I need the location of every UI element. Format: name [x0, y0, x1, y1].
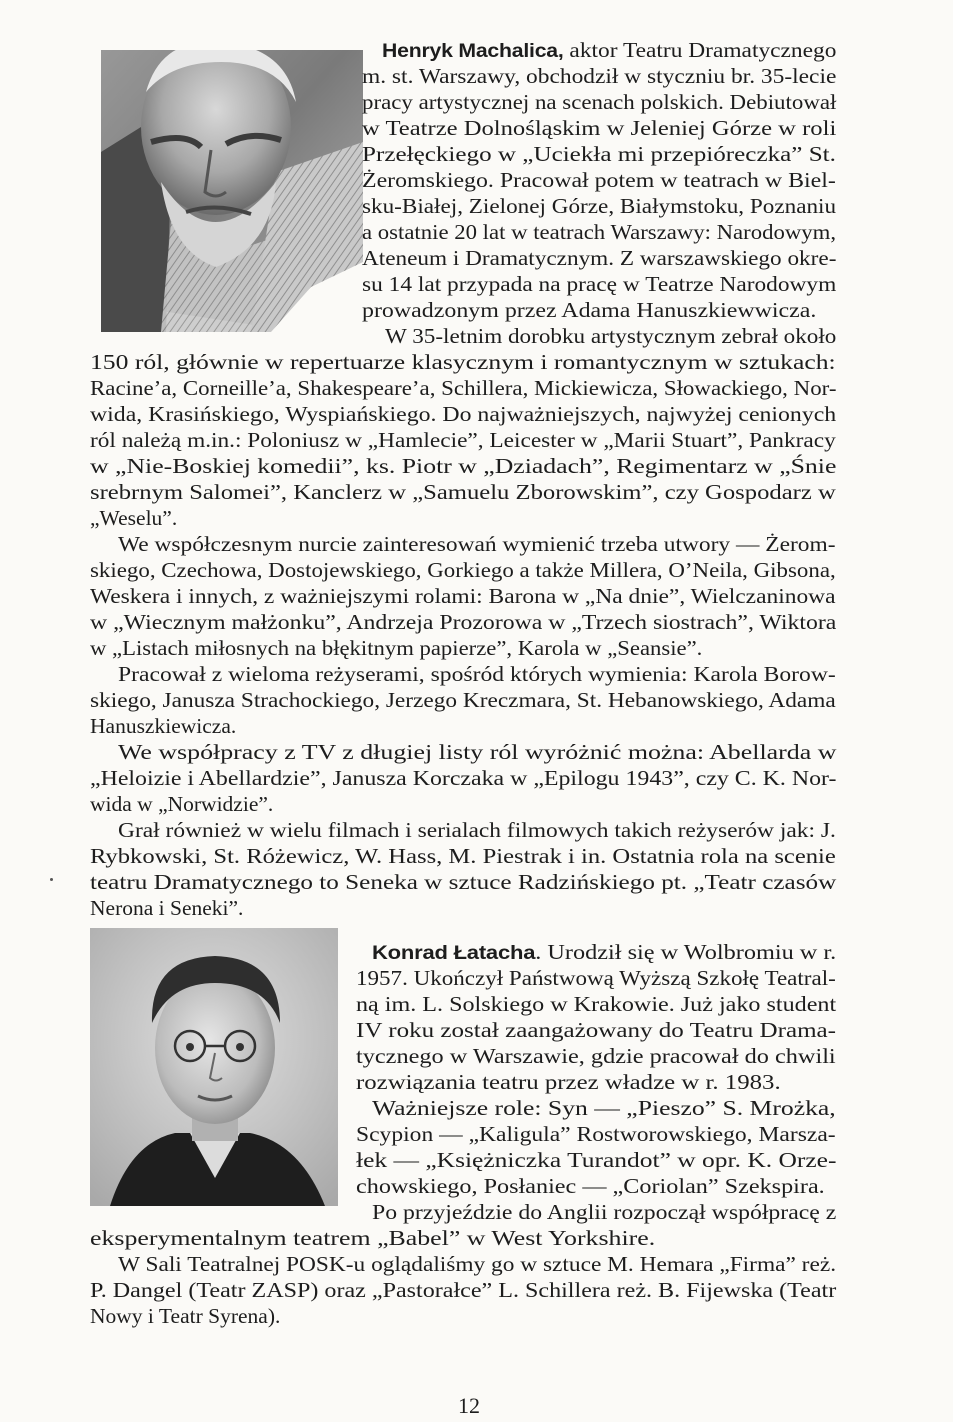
- machalica-text-line: 150 ról, głównie w repertuarze klasycznym i romantycznym w sztukach:: [90, 350, 836, 374]
- latacha-text-line: W Sali Teatralnej POSK-u oglądaliśmy go w sztuce M. Hemara „Firma” reż.: [118, 1252, 837, 1276]
- latacha-text-line: Po przyjeździe do Anglii rozpoczął współpracę z: [372, 1200, 837, 1224]
- machalica-text-line: W 35-letnim dorobku artystycznym zebrał około: [385, 324, 837, 348]
- machalica-text-line: w „Listach miłosnych na błękitnym papierze”, Karola w „Seansie”.: [90, 636, 703, 660]
- machalica-text-line: Przełęckiego w „Uciekła mi przepióreczka” St.: [362, 142, 836, 166]
- machalica-text-line: teatru Dramatycznego to Seneka w sztuce Radzińskiego pt. „Teatr czasów: [90, 870, 837, 894]
- latacha-text-line: IV roku został zaangażowany do Teatru Drama-: [356, 1018, 837, 1042]
- machalica-text-line: Żeromskiego. Pracował potem w teatrach w Biel-: [362, 168, 836, 192]
- machalica-text-line: srebrnym Salomei”, Kanclerz w „Samuelu Zborowskim”, czy Gospodarz w: [90, 480, 836, 504]
- machalica-text-line: Ateneum i Dramatycznym. Z warszawskiego okre-: [362, 246, 837, 270]
- latacha-text-line: ną im. L. Solskiego w Krakowie. Już jako student: [356, 992, 837, 1016]
- machalica-text-line: „Heloizie i Abellardzie”, Janusza Korczaka w „Epilogu 1943”, czy C. K. Nor-: [90, 766, 837, 790]
- latacha-text-line: Ważniejsze role: Syn — „Pieszo” S. Mrożka,: [372, 1096, 836, 1120]
- machalica-text-line: m. st. Warszawy, obchodził w styczniu br. 35-lecie: [362, 64, 837, 88]
- portrait-photo-machalica: [101, 32, 363, 332]
- machalica-text-line: Rybkowski, St. Różewicz, W. Hass, M. Piestrak i in. Ostatnia rola na scenie: [90, 844, 836, 868]
- latacha-text-line: rozwiązania teatru przez władze w r. 1983.: [356, 1070, 781, 1094]
- machalica-text-line: Racine’a, Corneille’a, Shakespeare’a, Schillera, Mickiewicza, Słowackiego, Nor-: [90, 376, 837, 400]
- machalica-text-line: su 14 lat przypada na pracę w Teatrze Narodowym: [362, 272, 837, 296]
- machalica-text-line: „Weselu”.: [90, 506, 178, 530]
- machalica-text-line: prowadzonym przez Adama Hanuszkiewwicza.: [362, 298, 817, 322]
- latacha-text-line: P. Dangel (Teatr ZASP) oraz „Pastorałce” L. Schillera reż. B. Fijewska (Teatr: [90, 1278, 837, 1302]
- machalica-text-line-0: [382, 38, 836, 64]
- latacha-line-0: . Urodził się w Wolbromiu w r.: [535, 940, 837, 964]
- latacha-name: Konrad Łatacha: [372, 942, 536, 964]
- machalica-text-line: We współpracy z TV z długiej listy ról wyróżnić można: Abellarda w: [118, 740, 837, 764]
- machalica-text-line: Nerona i Seneki”.: [90, 896, 244, 920]
- scan-speck: [50, 878, 53, 881]
- machalica-text-line: skiego, Janusza Strachockiego, Jerzego Kreczmara, St. Hebanowskiego, Adama: [90, 688, 836, 712]
- machalica-text-line: Grał również w wielu filmach i serialach filmowych takich reżyserów jak: J.: [118, 818, 836, 842]
- latacha-text-line-0: [372, 940, 836, 966]
- machalica-text-line: a ostatnie 20 lat w teatrach Warszawy: Narodowym,: [362, 220, 837, 244]
- machalica-text-line: wida w „Norwidzie”.: [90, 792, 274, 816]
- machalica-text-line: w „Nie-Boskiej komedii”, ks. Piotr w „Dziadach”, Regimentarz w „Śnie: [90, 454, 837, 478]
- latacha-text-line: eksperymentalnym teatrem „Babel” w West Yorkshire.: [90, 1226, 656, 1250]
- page-number: 12: [458, 1393, 480, 1418]
- machalica-text-line: w Teatrze Dolnośląskim w Jeleniej Górze w roli: [362, 116, 837, 140]
- latacha-text-line: 1957. Ukończył Państwową Wyższą Szkołę Teatral-: [356, 966, 836, 990]
- machalica-text-line: Weskera i innych, z ważniejszymi rolami: Barona w „Na dnie”, Wielczaninowa: [90, 584, 836, 608]
- machalica-text-line: w „Wiecznym małżonku”, Andrzeja Prozorowa w „Trzech siostrach”, Wiktora: [90, 610, 837, 634]
- latacha-text-line: Nowy i Teatr Syrena).: [90, 1304, 281, 1328]
- latacha-text-line: Scypion — „Kaligula” Rostworowskiego, Marsza-: [356, 1122, 836, 1146]
- machalica-text-line: wida, Krasińskiego, Wyspiańskiego. Do najważniejszych, najwyżej cenionych: [90, 402, 837, 426]
- machalica-name: Henryk Machalica,: [382, 40, 564, 62]
- machalica-text-line: skiego, Czechowa, Dostojewskiego, Gorkiego a także Millera, O’Neila, Gibsona,: [90, 558, 836, 582]
- latacha-text-line: łek — „Księżniczka Turandot” w opr. K. Orze-: [356, 1148, 837, 1172]
- machalica-text-line: Pracował z wieloma reżyserami, spośród których wymienia: Karola Borow-: [118, 662, 836, 686]
- portrait-photo-latacha: [90, 928, 338, 1206]
- machalica-text-line: pracy artystycznej na scenach polskich. Debiutował: [362, 90, 837, 114]
- machalica-text-line: We współczesnym nurcie zainteresowań wymienić trzeba utwory — Żerom-: [118, 532, 836, 556]
- machalica-text-line: Hanuszkiewicza.: [90, 714, 237, 738]
- latacha-text-line: tycznego w Warszawie, gdzie pracował do chwili: [356, 1044, 836, 1068]
- latacha-text-line: chowskiego, Posłaniec — „Coriolan” Szekspira.: [356, 1174, 825, 1198]
- machalica-text-line: ról należą m.in.: Poloniusz w „Hamlecie”, Leicester w „Marii Stuart”, Pankracy: [90, 428, 836, 452]
- machalica-line-0: aktor Teatru Dramatycznego: [563, 38, 837, 62]
- machalica-text-line: sku-Białej, Zielonej Górze, Białymstoku, Poznaniu: [362, 194, 837, 218]
